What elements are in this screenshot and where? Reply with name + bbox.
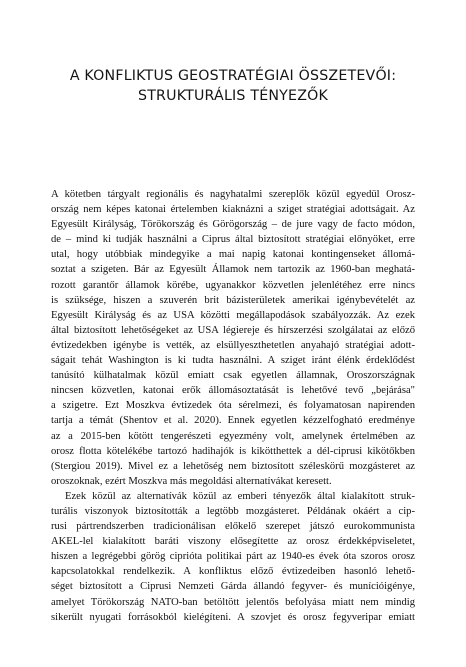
text-line: soztat a szigeten. Bár az Egyesült Államok nem tartozik az 1960-ban meghatá- — [51, 264, 415, 276]
text-line: de – mind ki tudják használni a Ciprus által biztosított stratégiai előnyöket, erre — [51, 234, 415, 246]
text-line: amelyet Törökország NATO-ban betöltött jelentős befolyása miatt nem mindig — [51, 596, 415, 608]
text-line: által biztosított lehetőségeket az USA légierejе és hírszerzési szolgálatai az előző — [51, 324, 415, 336]
text-line: turális viszonyok biztosították a legtöbb mozgásteret. Példának okáért a cip- — [51, 505, 415, 517]
text-line: ságait tehát Washington is ki tudta használni. A sziget iránt élénk érdeklődést — [51, 355, 415, 367]
text-line: tanúsító külhatalmak közül emiatt csak egyetlen államnak, Oroszországnak — [51, 370, 415, 382]
text-line: tartja a témát (Shentov et al. 2020). Ennek egyetlen kézzelfogható eredménye — [51, 415, 415, 427]
text-line: Egyesült Királyság, Törökország és Görögország – de jure vagy de facto módon, — [51, 219, 415, 231]
body-text — [51, 187, 415, 625]
text-line: rozott garantőr államok körébe, ugyanakkor közvetlen jelenlétéhez erre nincs — [51, 279, 415, 291]
text-line: sikerült nyugati forrásokból kielégíteni. A szovjet és orosz fegyveripar emiatt — [51, 611, 415, 623]
text-line: az a 2015-ben kötött tengerészeti egyezmény volt, amelynek értelmében az — [51, 430, 415, 442]
text-line: (Stergiou 2019). Mivel ez a lehetőség nem biztosított széleskörű mozgásteret az — [51, 460, 415, 472]
text-line: is szüksége, hiszen a szuverén brit bázisterületek amerikai igénybevételét az — [51, 294, 415, 306]
text-line: utal, hogy utóbbiak mindegyike a mai napig katonai kontingenseket állomá- — [51, 249, 415, 261]
text-line: oroszoknak, ezért Moszkva más megoldási alternatívákat keresett. — [51, 475, 332, 487]
text-line: a szigetre. Ezt Moszkva évtizedek óta sérelmezi, és folyamatosan napirenden — [51, 400, 415, 412]
text-line: Egyesült Királyság és az USA közötti megállapodások szabályozzák. Az ezek — [51, 309, 415, 321]
chapter-heading — [40, 66, 426, 106]
text-line: hiszen a legrégebbi görög ciprióta politikai párt az 1940-es évek óta szoros orosz — [51, 551, 415, 563]
text-line: évtizedekben igénybe is vették, az elsüllyeszthetetlen anyahajó stratégiai adott- — [51, 339, 415, 351]
text-line: nincsen közvetlen, katonai erők állomásoztatását is lehetővé tevő „bejárása" — [51, 385, 415, 397]
text-line: ország nem képes katonai értelemben kiaknázni a sziget stratégiai adottságait. Az — [51, 204, 415, 216]
text-line: orosz flotta kötelékébe tartozó hadihajók is kikötthettek a dél-ciprusi kikötőkben — [51, 445, 415, 457]
text-line: kapcsolatokkal rendelkezik. A konfliktus előző évtizedeiben hasonló lehető- — [51, 566, 415, 578]
text-line: A kötetben tárgyalt regionális és nagyhatalmi szereplők közül egyedül Orosz- — [51, 189, 415, 200]
text-line: AKEL-lel kialakított baráti viszony elősegítette az orosz érdekképviseletet, — [51, 536, 415, 548]
text-line: séget biztosított a Ciprusi Nemzeti Gárda állandó fegyver- és munícióigénye, — [51, 581, 415, 593]
chapter-heading-line-2: STRUKTURÁLIS TÉNYEZŐK — [137, 88, 329, 104]
text-line: Ezek közül az alternatívák közül az emberi tényezők által kialakított struk- — [65, 490, 415, 502]
chapter-heading-line-1: A KONFLIKTUS GEOSTRATÉGIAI ÖSSZETEVŐI: — [69, 68, 397, 84]
text-line: rusi pártrendszerben tradicionálisan előkelő szerepet játszó eurokommunista — [51, 521, 415, 533]
